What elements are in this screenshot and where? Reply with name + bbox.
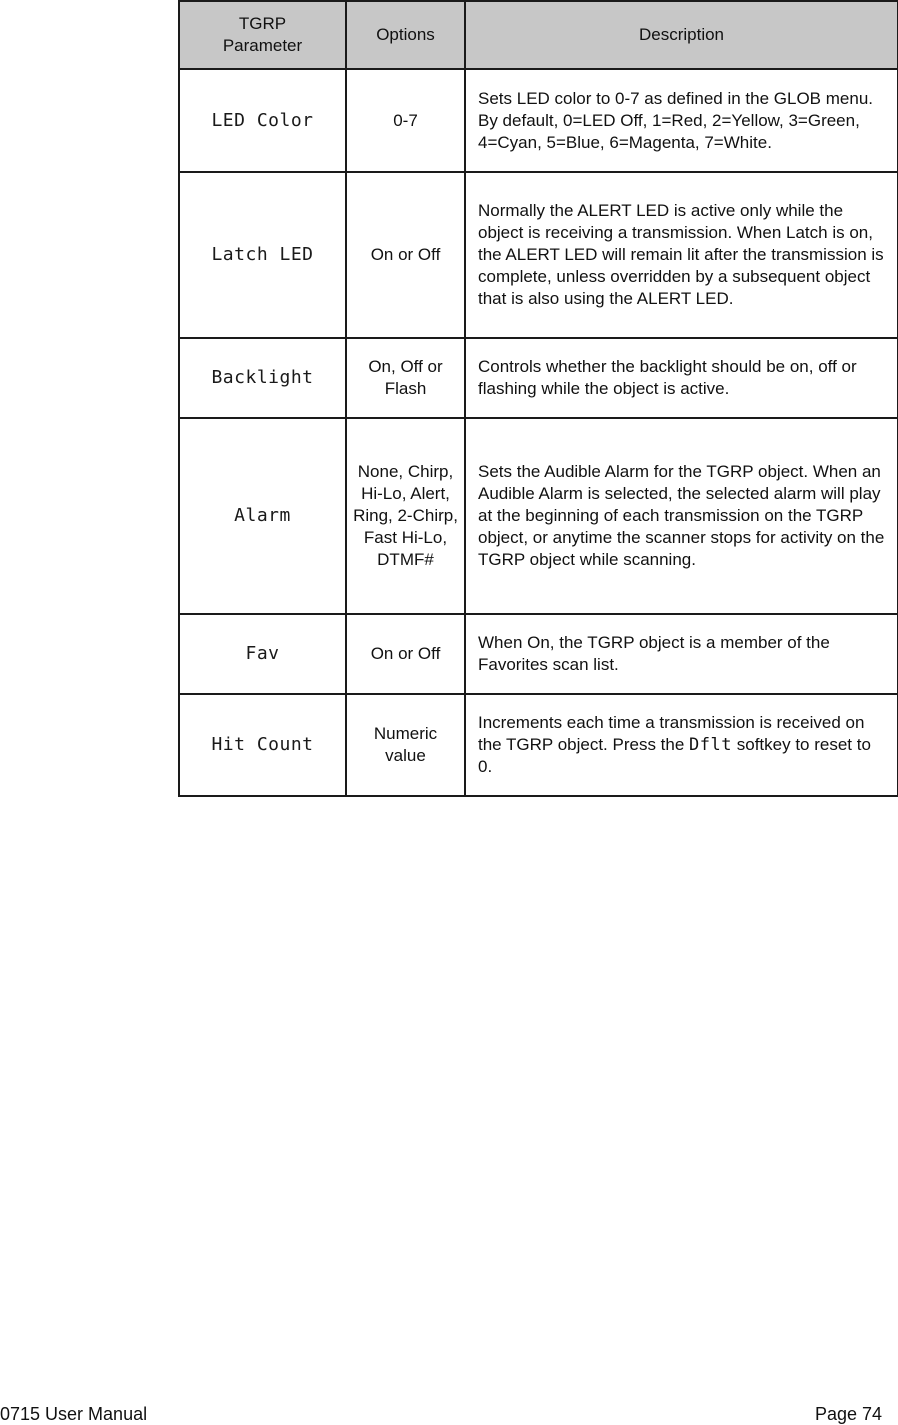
param-description: When On, the TGRP object is a member of the Favorites scan list. — [465, 614, 898, 694]
dflt-softkey-label: Dflt — [689, 735, 732, 755]
param-options: On or Off — [346, 172, 465, 338]
param-description: Controls whether the backlight should be on, off or flashing while the object is active. — [465, 338, 898, 418]
param-description — [465, 694, 898, 796]
param-options: On or Off — [346, 614, 465, 694]
tgrp-parameter-table — [178, 0, 898, 797]
param-name: LED Color — [179, 69, 346, 172]
footer-page-number: Page 74 — [814, 1404, 882, 1424]
description-text-before: Increments each time a transmission is received on the TGRP object. Press the — [478, 713, 865, 754]
table-row — [179, 614, 898, 694]
footer-manual-title: 0715 User Manual — [0, 1404, 148, 1424]
param-description: Sets the Audible Alarm for the TGRP object. When an Audible Alarm is selected, the selected alarm will play at the beginning of each transmission on the TGRP object, or anytime the scanner stops for activity on the TGRP object while scanning. — [465, 418, 898, 614]
header-parameter: TGRP Parameter — [179, 1, 346, 69]
param-name: Backlight — [179, 338, 346, 418]
table-header-row — [179, 1, 898, 69]
table-row — [179, 69, 898, 172]
param-options: On, Off or Flash — [346, 338, 465, 418]
table-row — [179, 418, 898, 614]
header-options: Options — [346, 1, 465, 69]
param-options: Numeric value — [346, 694, 465, 796]
table-row — [179, 338, 898, 418]
param-name: Alarm — [179, 418, 346, 614]
param-options: None, Chirp, Hi-Lo, Alert, Ring, 2-Chirp, Fast Hi-Lo, DTMF# — [346, 418, 465, 614]
param-description: Normally the ALERT LED is active only while the object is receiving a transmission. When Latch is on, the ALERT LED will remain lit after the transmission is complete, unless overridden by a subsequent object that is also using the ALERT LED. — [465, 172, 898, 338]
description-text-after: softkey to reset to 0. — [478, 735, 871, 776]
param-options: 0-7 — [346, 69, 465, 172]
param-name: Fav — [179, 614, 346, 694]
param-name: Latch LED — [179, 172, 346, 338]
header-description: Description — [465, 1, 898, 69]
param-description: Sets LED color to 0-7 as defined in the GLOB menu. By default, 0=LED Off, 1=Red, 2=Yellow, 3=Green, 4=Cyan, 5=Blue, 6=Magenta, 7=White. — [465, 69, 898, 172]
param-name: Hit Count — [179, 694, 346, 796]
table-row — [179, 172, 898, 338]
table-row — [179, 694, 898, 796]
